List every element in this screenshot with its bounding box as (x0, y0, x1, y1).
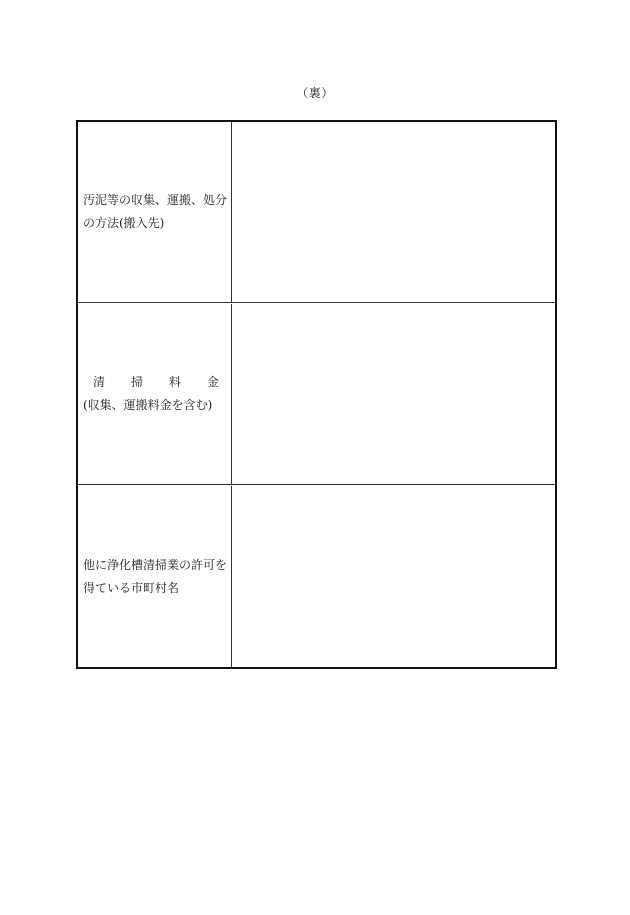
form-row-cleaning-fee (78, 304, 555, 485)
value-cell-other-municipalities[interactable] (232, 486, 555, 667)
label-text-line: の方法(搬入先) (83, 216, 165, 230)
label-char: 清 (93, 375, 106, 389)
label-text-line: 他に浄化槽清掃業の許可を (83, 557, 228, 572)
label-cell-cleaning-fee (78, 304, 232, 484)
label-text-line: (収集、運搬料金を含む) (83, 398, 213, 412)
label-spread-title (83, 371, 227, 394)
label-cell-disposal-method (78, 122, 232, 302)
label-text-line: 汚泥等の収集、運搬、処分 (83, 193, 228, 207)
label-cell-other-municipalities (78, 486, 232, 667)
label-char: 掃 (130, 375, 143, 389)
form-row-disposal-method (78, 122, 555, 303)
label-text-line: 得ている市町村名 (83, 580, 180, 595)
form-row-other-municipalities (78, 486, 555, 667)
label-char: 料 (168, 375, 181, 389)
form-table (76, 120, 557, 669)
value-cell-cleaning-fee[interactable] (232, 304, 555, 484)
label-char: 金 (206, 375, 219, 389)
value-cell-disposal-method[interactable] (232, 122, 555, 302)
page-heading: （裏） (296, 86, 334, 100)
